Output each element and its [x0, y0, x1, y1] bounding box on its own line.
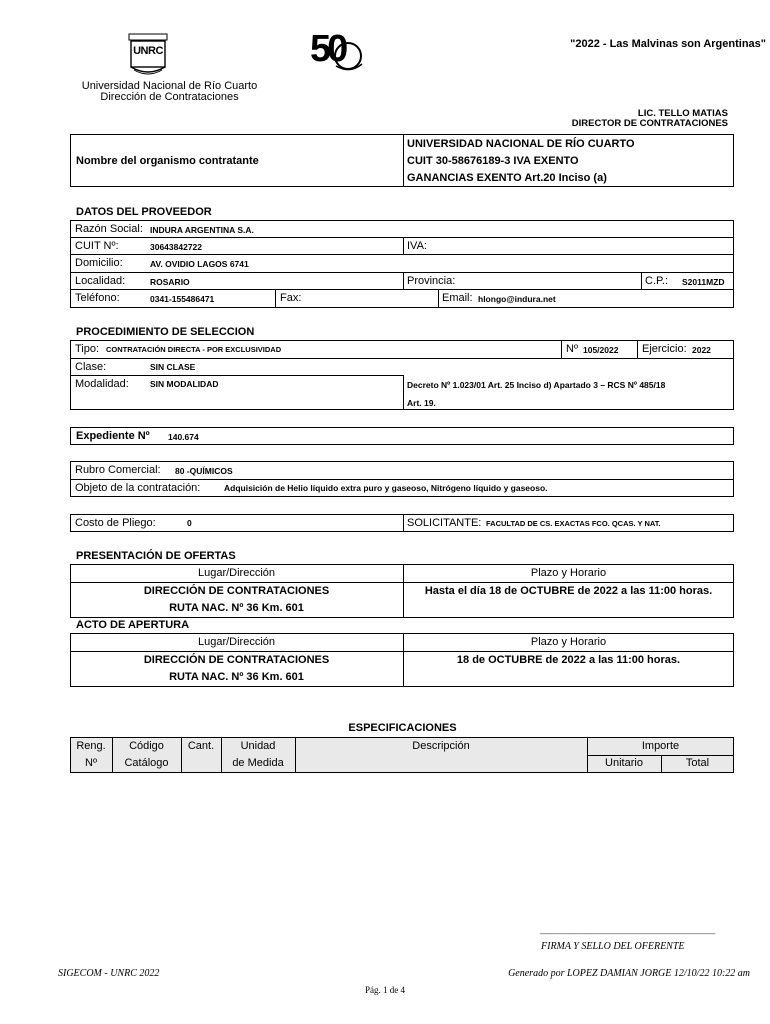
col-unidad-2: de Medida — [232, 757, 284, 769]
telefono-label: Teléfono: — [75, 292, 120, 304]
motto: "2022 - Las Malvinas son Argentinas" — [570, 38, 766, 50]
modalidad-label: Modalidad: — [75, 378, 129, 390]
presentacion-plazo: Hasta el día 18 de OCTUBRE de 2022 a las 11:00 horas. — [424, 585, 713, 597]
ejercicio-label: Ejercicio: — [642, 343, 687, 355]
organismo-line3: GANANCIAS EXENTO Art.20 Inciso (a) — [407, 172, 607, 184]
unrc-logo — [128, 33, 168, 78]
organismo-line2: CUIT 30-58676189-3 IVA EXENTO — [407, 155, 579, 167]
decreto-line2: Art. 19. — [407, 398, 436, 408]
expediente-value: 140.674 — [168, 432, 199, 442]
organismo-label: Nombre del organismo contratante — [76, 155, 259, 167]
presentacion-col2-header: Plazo y Horario — [530, 567, 607, 579]
domicilio-label: Domicilio: — [75, 257, 123, 269]
apertura-col2-header: Plazo y Horario — [530, 636, 607, 648]
department-name: Dirección de Contrataciones — [100, 91, 239, 103]
presentacion-lugar-line2: RUTA NAC. Nº 36 Km. 601 — [169, 602, 304, 614]
footer-system: SIGECOM - UNRC 2022 — [58, 968, 160, 979]
apertura-title: ACTO DE APERTURA — [76, 619, 190, 631]
presentacion-title: PRESENTACIÓN DE OFERTAS — [76, 550, 236, 562]
localidad-value: ROSARIO — [150, 277, 190, 287]
page-number: Pág. 1 de 4 — [365, 985, 405, 995]
costo-label: Costo de Pliego: — [75, 517, 156, 529]
ejercicio-value: 2022 — [692, 345, 711, 355]
localidad-label: Localidad: — [75, 275, 126, 287]
numero-value: 105/2022 — [583, 345, 619, 355]
col-codigo-2: Catálogo — [124, 757, 169, 769]
organismo-line1: UNIVERSIDAD NACIONAL DE RÍO CUARTO — [407, 138, 635, 150]
solicitante-value: FACULTAD DE CS. EXACTAS FCO. QCAS. Y NAT. — [486, 519, 661, 528]
apertura-lugar-line2: RUTA NAC. Nº 36 Km. 601 — [169, 671, 304, 683]
signatory-title: DIRECTOR DE CONTRATACIONES — [571, 118, 728, 129]
tipo-label: Tipo: — [75, 343, 100, 355]
cuit-value: 30643842722 — [150, 242, 203, 252]
expediente-label: Expediente Nº — [76, 430, 150, 442]
col-descripcion: Descripción — [412, 740, 470, 752]
cp-label: C.P.: — [645, 275, 669, 287]
col-total: Total — [685, 757, 710, 769]
col-cant: Cant. — [187, 740, 215, 752]
col-codigo-1: Código — [129, 740, 164, 752]
objeto-value: Adquisición de Helio líquido extra puro y gaseoso, Nitrógeno líquido y gaseoso. — [224, 483, 548, 493]
logo-text: UNRC — [133, 45, 163, 57]
objeto-label: Objeto de la contratación: — [75, 482, 201, 494]
rubro-value: 80 -QUÍMICOS — [175, 466, 233, 476]
procedimiento-title: PROCEDIMIENTO DE SELECCION — [76, 326, 255, 338]
signature-caption: FIRMA Y SELLO DEL OFERENTE — [541, 941, 685, 952]
apertura-plazo: 18 de OCTUBRE de 2022 a las 11:00 horas. — [456, 654, 681, 666]
iva-label: IVA: — [407, 240, 427, 252]
anniversary-logo — [306, 28, 366, 74]
presentacion-lugar-line1: DIRECCIÓN DE CONTRATACIONES — [143, 585, 330, 597]
university-name: Universidad Nacional de Río Cuarto — [81, 80, 258, 92]
clase-value: SIN CLASE — [150, 362, 196, 372]
proveedor-title: DATOS DEL PROVEEDOR — [76, 206, 212, 218]
cuit-label: CUIT Nº: — [75, 240, 119, 252]
email-value: hlongo@indura.net — [478, 294, 556, 304]
presentacion-col1-header: Lugar/Dirección — [197, 567, 276, 579]
solicitante-label: SOLICITANTE: — [407, 517, 482, 529]
signature-line: ___________________________________ — [540, 924, 716, 934]
cp-value: S2011MZD — [682, 277, 725, 287]
telefono-value: 0341-155486471 — [150, 294, 215, 304]
razon-label: Razón Social: — [75, 223, 143, 235]
decreto-line1: Decreto Nº 1.023/01 Art. 25 Inciso d) Apartado 3 – RCS Nº 485/18 — [407, 380, 666, 390]
provincia-label: Provincia: — [407, 275, 456, 287]
especificaciones-title: ESPECIFICACIONES — [348, 722, 457, 734]
col-unidad-1: Unidad — [240, 740, 276, 752]
razon-value: INDURA ARGENTINA S.A. — [150, 225, 254, 235]
rubro-label: Rubro Comercial: — [75, 464, 161, 476]
col-importe: Importe — [641, 740, 680, 752]
col-reng-2: Nº — [85, 757, 97, 769]
col-unitario: Unitario — [605, 757, 643, 769]
signatory-name: LIC. TELLO MATIAS — [637, 108, 728, 119]
modalidad-value: SIN MODALIDAD — [150, 379, 219, 389]
footer-generated: Generado por LOPEZ DAMIAN JORGE 12/10/22 10:22 am — [508, 968, 750, 979]
email-label: Email: — [442, 292, 473, 304]
costo-value: 0 — [187, 518, 192, 528]
numero-label: Nº — [566, 343, 578, 355]
clase-label: Clase: — [75, 361, 107, 373]
apertura-lugar-line1: DIRECCIÓN DE CONTRATACIONES — [143, 654, 330, 666]
anniversary-number: 50 — [310, 28, 345, 70]
fax-label: Fax: — [280, 292, 302, 304]
apertura-col1-header: Lugar/Dirección — [197, 636, 276, 648]
domicilio-value: AV. OVIDIO LAGOS 6741 — [150, 259, 249, 269]
col-reng-1: Reng. — [76, 740, 106, 752]
tipo-value: CONTRATACIÓN DIRECTA - POR EXCLUSIVIDAD — [106, 345, 282, 354]
